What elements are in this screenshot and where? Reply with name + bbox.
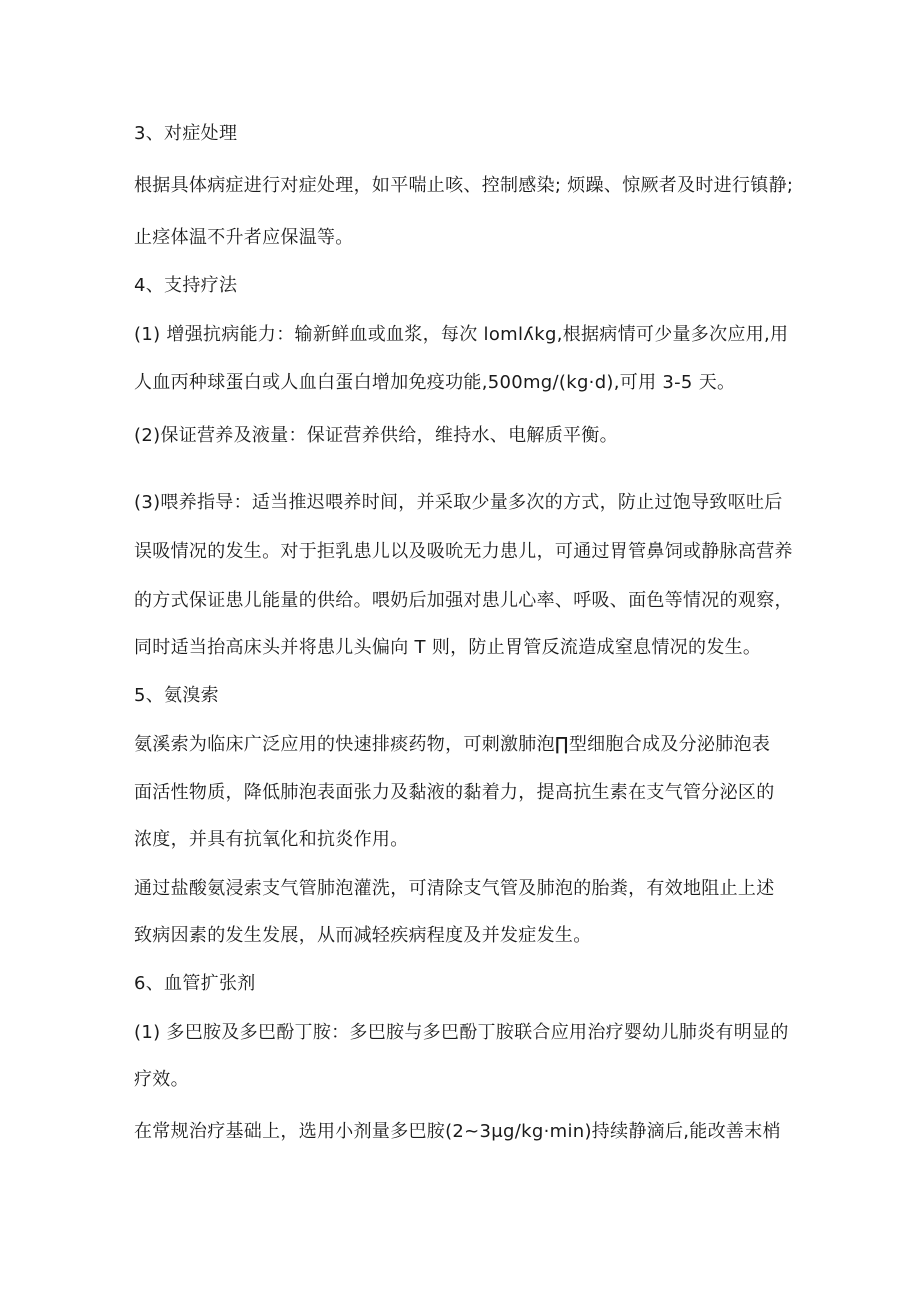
paragraph-line: 根据具体病症进行对症处理，如平喘止咳、控制感染; 烦躁、惊厥者及时进行镇静; — [134, 175, 794, 196]
heading-supportive-therapy: 4、支持疗法 — [134, 275, 238, 296]
paragraph-line: 面活性物质，降低肺泡表面张力及黏液的黏着力，提高抗生素在支气管分泌区的 — [134, 782, 775, 803]
heading-ambroxol: 5、氨溴索 — [134, 685, 219, 706]
paragraph-line: 的方式保证患儿能量的供给。喂奶后加强对患儿心率、呼吸、面色等情况的观察， — [134, 590, 793, 611]
heading-vasodilators: 6、血管扩张剂 — [134, 973, 256, 994]
paragraph-line: 止痉体温不升者应保温等。 — [134, 227, 354, 248]
paragraph-line: 氨溪索为临床广泛应用的快速排痰药物，可刺激肺泡∏型细胞合成及分泌肺泡表 — [134, 734, 771, 755]
paragraph-line: (2)保证营养及液量：保证营养供给，维持水、电解质平衡。 — [134, 425, 618, 446]
paragraph-line: 通过盐酸氨浸索支气管肺泡灌洗，可清除支气管及肺泡的胎粪，有效地阻止上述 — [134, 878, 775, 899]
paragraph-line: 浓度，并具有抗氧化和抗炎作用。 — [134, 829, 409, 850]
paragraph-line: (1) 多巴胺及多巴酚丁胺：多巴胺与多巴酚丁胺联合应用治疗婴幼儿肺炎有明显的 — [134, 1022, 789, 1043]
paragraph-line: 在常规治疗基础上，选用小剂量多巴胺(2~3μg∕kg·min)持续静滴后,能改善末梢 — [134, 1121, 781, 1142]
paragraph-line: 同时适当抬高床头并将患儿头偏向 T 则，防止胃管反流造成窒息情况的发生。 — [134, 637, 762, 658]
heading-symptomatic-treatment: 3、对症处理 — [134, 123, 238, 144]
paragraph-line: 人血丙种球蛋白或人血白蛋白增加免疫功能,500mg∕(kg·d),可用 3-5 天。 — [134, 372, 736, 393]
paragraph-line: (1) 增强抗病能力：输新鲜血或血浆，每次 lomlʎkg,根据病情可少量多次应用,用 — [134, 324, 789, 345]
paragraph-line: 疗效。 — [134, 1069, 189, 1090]
paragraph-line: (3)喂养指导：适当推迟喂养时间，并采取少量多次的方式，防止过饱导致呕吐后 — [134, 492, 783, 513]
paragraph-line: 误吸情况的发生。对于拒乳患儿以及吸吮无力患儿，可通过胃管鼻饲或静脉高营养 — [134, 541, 793, 562]
paragraph-line: 致病因素的发生发展，从而减轻疾病程度及并发症发生。 — [134, 925, 592, 946]
